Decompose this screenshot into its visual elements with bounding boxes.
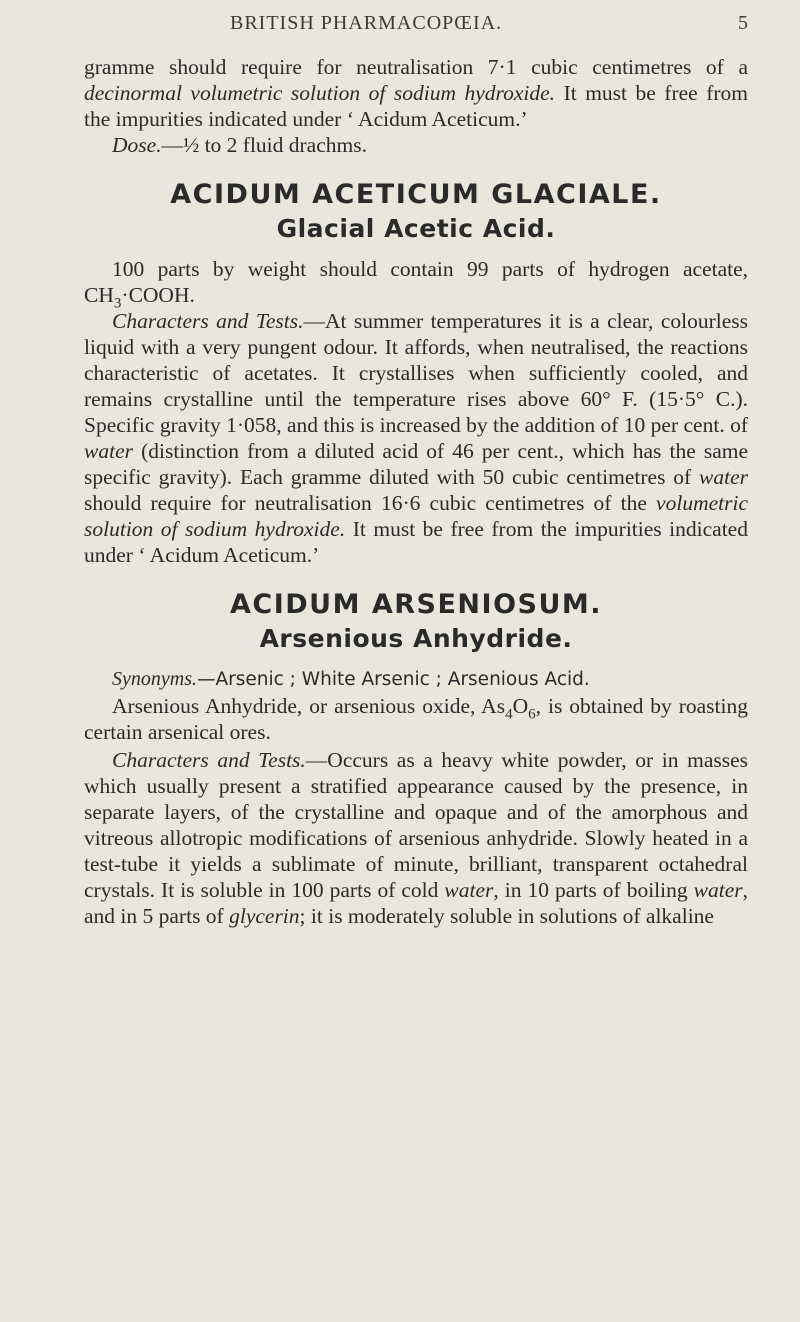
section-subheading-arsenious: Arsenious Anhydride. [259, 624, 573, 653]
running-head [0, 6, 800, 36]
dose-line: Dose.—½ to 2 fluid drachms. [112, 133, 367, 157]
section-subheading-glacial: Glacial Acetic Acid. [276, 214, 556, 243]
section-heading-glacial: ACIDUM ACETICUM GLACIALE. [170, 179, 662, 210]
synonyms-line: Synonyms.—Arsenic ; White Arsenic ; Arsenious Acid. [112, 668, 590, 690]
section-heading-arsenious: ACIDUM ARSENIOSUM. [229, 589, 603, 620]
running-title: BRITISH PHARMACOPŒIA. [230, 12, 503, 34]
intro-paragraph: gramme should require for neutralisation 7·1 cubic centimetres of a decinormal volumetric solution of sodium hydroxide. It must be free from the impurities indicated under ‘ Acidum Aceticum.’ [84, 55, 749, 131]
arsenious-characters-tests: Characters and Tests.—Occurs as a heavy white powder, or in masses which usually present a stratified appearance caused by the presence, in separate layers, of the crystalline and opaque and of the amorphous and vitreous allotropic modifications of arsenious anhydride. Slowly heated in a test-tube it yields a sublimate of minute, brilliant, transparent octahedral crystals. It is soluble in 100 parts of cold water, in 10 parts of boiling water, and in 5 parts of glycerin; it is moderately soluble in solutions of alkaline [84, 748, 749, 928]
characters-tests-label: Characters and Tests. [112, 748, 306, 772]
dose-label: Dose. [112, 133, 162, 157]
characters-tests-label: Characters and Tests. [112, 309, 304, 333]
arsenious-description: Arsenious Anhydride, or arsenious oxide, $As_4O_6$, is obtained by roasting certain arsenical ores. [84, 694, 748, 744]
glacial-composition: 100 parts by weight should contain 99 parts of hydrogen acetate, $CH_3\cdot COOH$. [84, 257, 748, 312]
page-number: 5 [738, 12, 748, 34]
glacial-characters-tests: Characters and Tests.—At summer temperatures it is a clear, colourless liquid with a very pungent odour. It affords, when neutralised, the reactions characteristic of acetates. It crystallises when sufficiently cooled, and remains crystalline until the temperature rises above 60° F. (15·5° C.). Specific gravity 1·058, and this is increased by the addition of 10 per cent. of water (distinction from a diluted acid of 46 per cent., which has the same specific gravity). Each gramme diluted with 50 cubic centimetres of water should require for neutralisation 16·6 cubic centimetres of the volumetric solution of sodium hydroxide. It must be free from the impurities indicated under ‘ Acidum Aceticum.’ [84, 309, 749, 567]
